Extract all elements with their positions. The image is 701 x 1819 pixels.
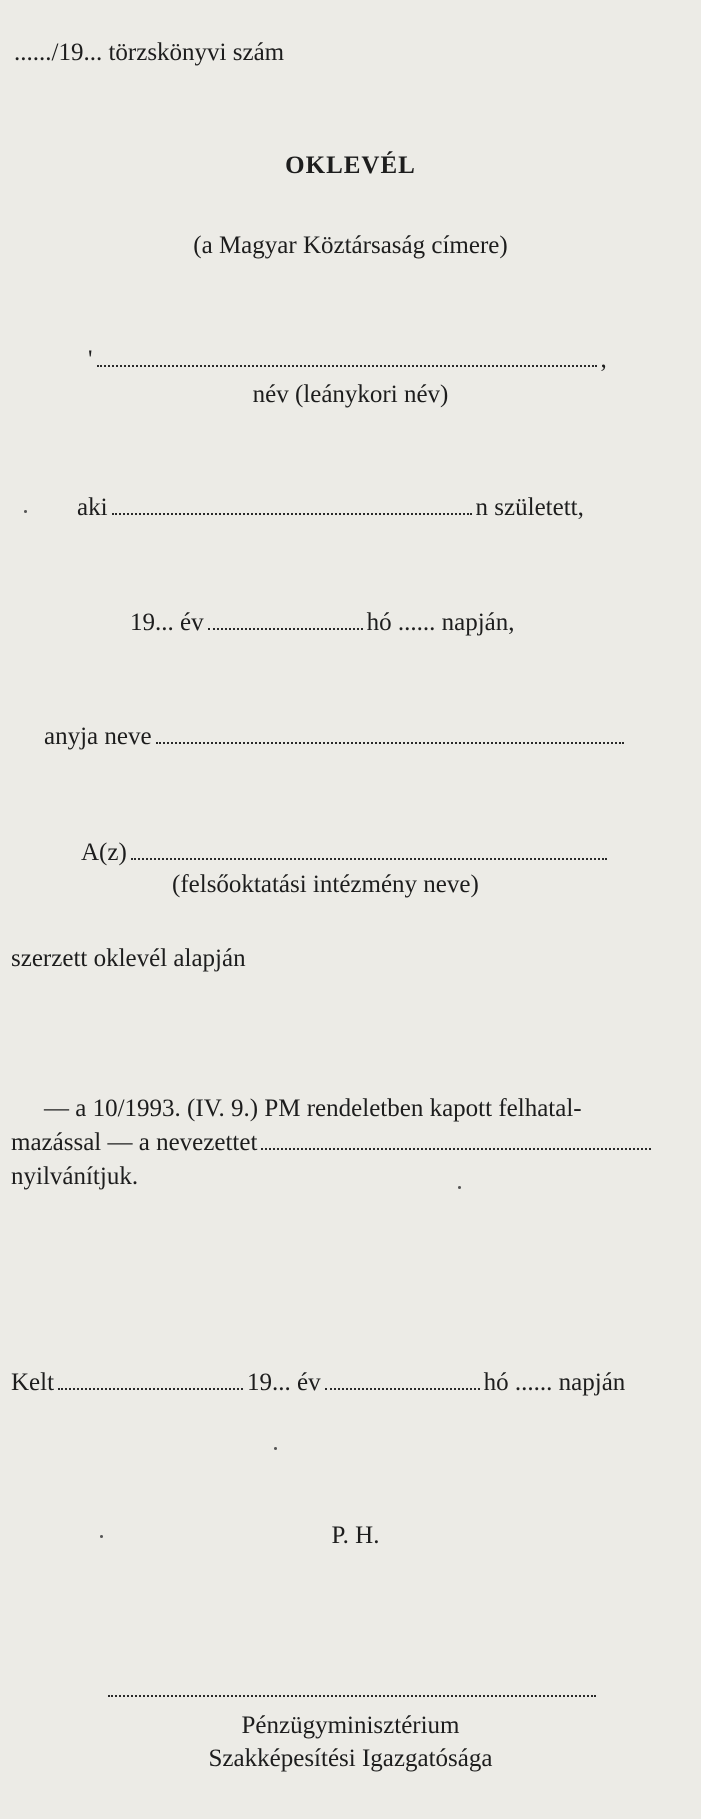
- page-title: OKLEVÉL: [285, 152, 416, 179]
- birth-year: 19... év: [130, 609, 204, 636]
- decree-line-1: — a 10/1993. (IV. 9.) PM rendeletben kapott felhatal-: [44, 1095, 582, 1122]
- registry-number-label: törzskönyvi szám: [108, 39, 285, 66]
- registry-number-prefix: ....../19...: [14, 39, 103, 66]
- birth-date-line: [130, 610, 515, 635]
- birth-year-dots: [208, 628, 363, 630]
- dated-year-dots: [325, 1388, 480, 1390]
- scan-speck: [100, 1535, 103, 1538]
- mother-name-label: anyja neve: [44, 723, 152, 750]
- signature-line-1: Pénzügyminisztérium: [241, 1712, 460, 1739]
- decree-paragraph: [11, 1092, 691, 1194]
- institution-line: [81, 840, 611, 865]
- decree-line-3: nyilvánítjuk.: [11, 1163, 139, 1190]
- decree-line-2: [11, 1126, 691, 1160]
- name-field-trailing: ,: [600, 346, 607, 373]
- birth-place-prefix: aki: [77, 494, 108, 521]
- mother-name-dots: [156, 742, 624, 744]
- birth-place-line: [77, 495, 584, 520]
- birth-day-label: napján,: [441, 609, 515, 636]
- birth-month-label: hó: [366, 609, 392, 636]
- dated-year: 19... év: [247, 1369, 321, 1396]
- name-field-dots: [97, 365, 597, 367]
- birth-place-dots: [112, 513, 472, 515]
- registry-number-line: [14, 40, 284, 65]
- dated-place-dots: [58, 1388, 243, 1390]
- diploma-basis-text: szerzett oklevél alapján: [11, 945, 246, 972]
- dated-line: [11, 1370, 625, 1395]
- coat-of-arms-caption: (a Magyar Köztársaság címere): [193, 232, 508, 259]
- dated-kelt-label: Kelt: [11, 1369, 55, 1396]
- dated-month-label: hó: [483, 1369, 509, 1396]
- mother-name-line: [44, 724, 628, 749]
- signature-line: [108, 1695, 596, 1697]
- dated-day-label: napján: [558, 1369, 626, 1396]
- decree-line-2-text: mazással — a nevezettet: [11, 1129, 258, 1156]
- institution-dots: [131, 858, 607, 860]
- scan-speck: [274, 1447, 277, 1450]
- scan-speck: [24, 510, 27, 513]
- name-field-leading: ': [88, 346, 93, 373]
- birth-day-dots: ......: [397, 609, 436, 636]
- dated-day-dots: ......: [514, 1369, 553, 1396]
- seal-placeholder: P. H.: [331, 1522, 380, 1549]
- scan-speck: [458, 1186, 461, 1189]
- signature-line-2: Szakképesítési Igazgatósága: [208, 1745, 493, 1772]
- birth-place-suffix: n született,: [475, 494, 584, 521]
- decree-line-2-dots: [261, 1148, 651, 1150]
- institution-prefix: A(z): [81, 839, 127, 866]
- institution-caption: (felsőoktatási intézmény neve): [172, 871, 479, 898]
- name-field-line: [88, 347, 607, 372]
- name-field-caption: név (leánykori név): [252, 381, 449, 408]
